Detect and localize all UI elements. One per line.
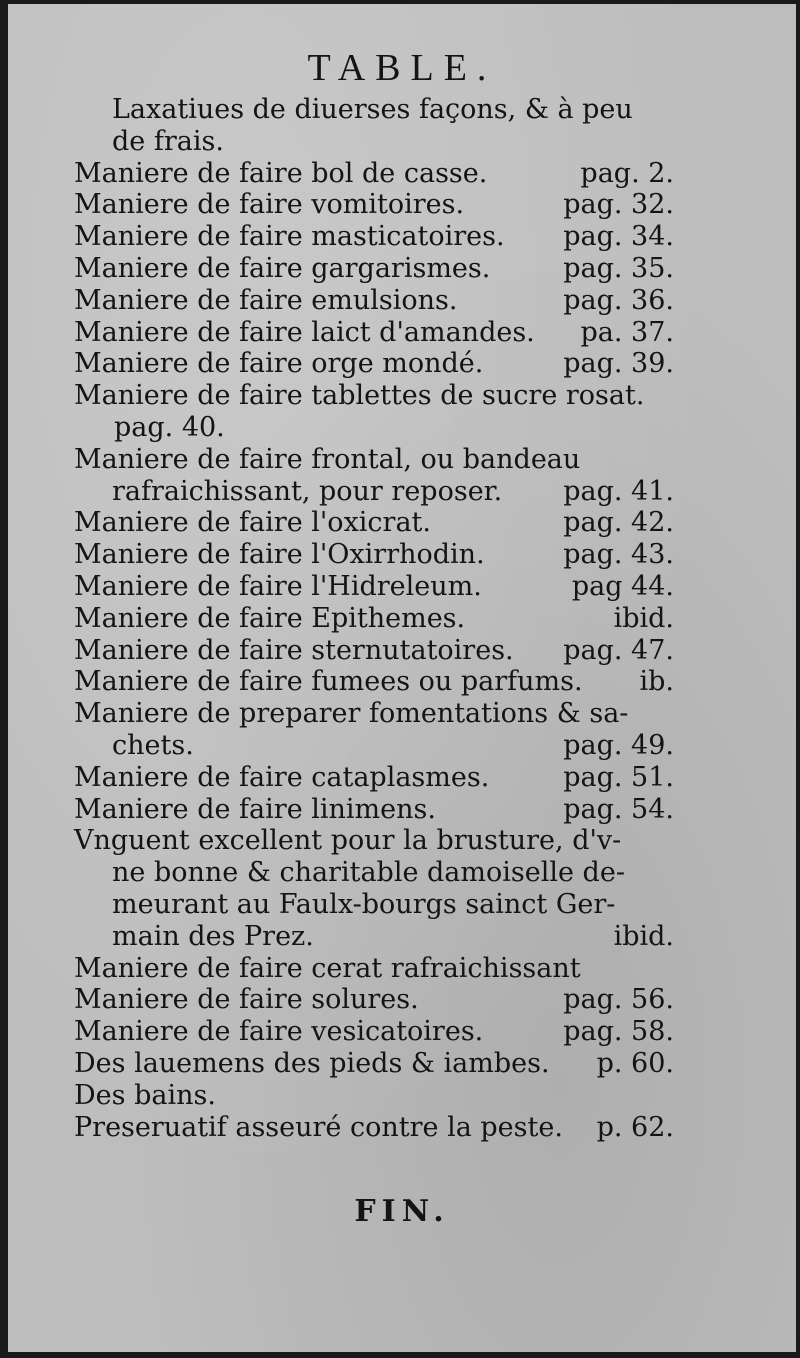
toc-entry-page: pag. 56.: [563, 984, 674, 1016]
toc-entry-page: p. 62.: [596, 1111, 674, 1143]
toc-entry-title: pag. 40.: [114, 411, 225, 443]
toc-entry-title: Maniere de faire gargarismes.: [74, 252, 491, 284]
toc-entry-title: rafraichissant, pour reposer.: [112, 475, 503, 507]
toc-entry: [74, 189, 674, 221]
toc-entry: [74, 253, 674, 285]
toc-entry-title: Maniere de faire emulsions.: [74, 284, 458, 316]
toc-entry-page: pag. 36.: [563, 284, 674, 316]
toc-entry-title: Des lauemens des pieds & iambes.: [74, 1047, 550, 1079]
toc-entry-page: pag. 42.: [563, 507, 674, 539]
toc-entry: [74, 603, 674, 635]
toc-entry: [74, 158, 674, 190]
toc-entry: [74, 1016, 674, 1048]
toc-entry-page: pag. 2.: [580, 157, 674, 189]
toc-entry-title: Laxatiues de diuerses façons, & à peu: [112, 94, 633, 125]
toc-entry-page: ibid.: [613, 602, 674, 634]
end-marker: FIN.: [354, 1194, 450, 1229]
toc-entry: [74, 984, 674, 1016]
toc-entry: [74, 698, 674, 730]
toc-entry-title: Maniere de faire masticatoires.: [74, 221, 505, 253]
toc-entry: [74, 539, 674, 571]
toc-entry-page: pag. 58.: [563, 1016, 674, 1048]
toc-entry: [74, 444, 674, 476]
toc-entry: [74, 666, 674, 698]
toc-entry-page: p. 60.: [596, 1047, 674, 1079]
toc-entry-page: pa. 37.: [580, 316, 674, 348]
toc-entry: [74, 730, 674, 762]
toc-entry-title: Maniere de faire laict d'amandes.: [74, 316, 535, 348]
toc-entry: [74, 571, 674, 603]
toc-entry-title: Maniere de faire tablettes de sucre rosat.: [74, 380, 645, 412]
toc-entry-title: Preseruatif asseuré contre la peste.: [74, 1111, 563, 1143]
toc-entry-title: Maniere de faire bol de casse.: [74, 157, 488, 189]
toc-entry-title: Maniere de faire sternutatoires.: [74, 634, 514, 666]
toc-entry: [74, 635, 674, 667]
toc-entry-title: Maniere de faire cataplasmes.: [74, 761, 490, 793]
toc-entry-page: pag. 34.: [563, 221, 674, 253]
toc-entry: [74, 476, 674, 508]
toc-entry-page: pag. 32.: [563, 189, 674, 221]
toc-entry-title: main des Prez.: [112, 920, 314, 952]
toc-entry-title: Maniere de faire cerat rafraichissant: [74, 952, 581, 984]
toc-entry-page: pag. 35.: [563, 252, 674, 284]
toc-entry: [74, 857, 674, 889]
toc-entry-page: pag. 54.: [563, 793, 674, 825]
toc-entry-title: Maniere de faire linimens.: [74, 793, 436, 825]
toc-entry: [74, 1112, 674, 1144]
toc-entry-title: Des bains.: [74, 1079, 216, 1111]
toc-entry-title: Maniere de faire vomitoires.: [74, 189, 465, 221]
toc-entry-title: Maniere de faire solures.: [74, 984, 419, 1016]
toc-entry-page: ib.: [639, 666, 674, 698]
table-of-contents: [74, 94, 674, 1143]
toc-entry-title: Maniere de faire Epithemes.: [74, 602, 466, 634]
toc-entry-title: ne bonne & charitable damoiselle de-: [112, 857, 625, 889]
toc-entry-title: chets.: [112, 729, 194, 761]
toc-entry: [74, 794, 674, 826]
page-title: TABLE.: [307, 47, 497, 89]
toc-entry-title: Maniere de faire vesicatoires.: [74, 1016, 484, 1048]
toc-entry-title: Maniere de faire l'Hidreleum.: [74, 570, 482, 602]
toc-entry-page: pag. 39.: [563, 348, 674, 380]
toc-entry: [74, 1080, 674, 1112]
toc-entry-title: Maniere de faire frontal, ou bandeau: [74, 443, 581, 475]
toc-entry-page: ibid.: [613, 920, 674, 952]
toc-entry-page: pag. 47.: [563, 634, 674, 666]
toc-entry: [74, 889, 674, 921]
toc-entry: [74, 380, 674, 412]
toc-entry: [74, 94, 674, 126]
toc-entry-page: pag. 49.: [563, 729, 674, 761]
toc-entry-title: Maniere de faire fumees ou parfums.: [74, 666, 583, 698]
toc-entry: [74, 953, 674, 985]
toc-entry: [74, 126, 674, 158]
book-page: [8, 4, 796, 1352]
toc-entry: [74, 762, 674, 794]
toc-entry: [74, 825, 674, 857]
toc-entry: [74, 1048, 674, 1080]
toc-entry-page: pag. 43.: [563, 539, 674, 571]
toc-entry: [74, 221, 674, 253]
toc-entry-title: Maniere de preparer fomentations & sa-: [74, 698, 629, 730]
toc-entry-page: pag. 41.: [563, 475, 674, 507]
toc-entry: [74, 317, 674, 349]
toc-entry-title: Vnguent excellent pour la brusture, d'v-: [74, 825, 622, 857]
toc-entry-page: pag 44.: [571, 570, 674, 602]
toc-entry-title: meurant au Faulx-bourgs sainct Ger-: [112, 888, 616, 920]
toc-entry: [74, 412, 674, 444]
toc-entry-title: Maniere de faire l'Oxirrhodin.: [74, 539, 485, 571]
toc-entry-title: Maniere de faire l'oxicrat.: [74, 507, 431, 539]
toc-entry: [74, 285, 674, 317]
toc-entry: [74, 507, 674, 539]
toc-entry: [74, 348, 674, 380]
toc-entry-page: pag. 51.: [563, 761, 674, 793]
toc-entry: [74, 921, 674, 953]
toc-entry-title: de frais.: [112, 125, 224, 157]
toc-entry-title: Maniere de faire orge mondé.: [74, 348, 484, 380]
